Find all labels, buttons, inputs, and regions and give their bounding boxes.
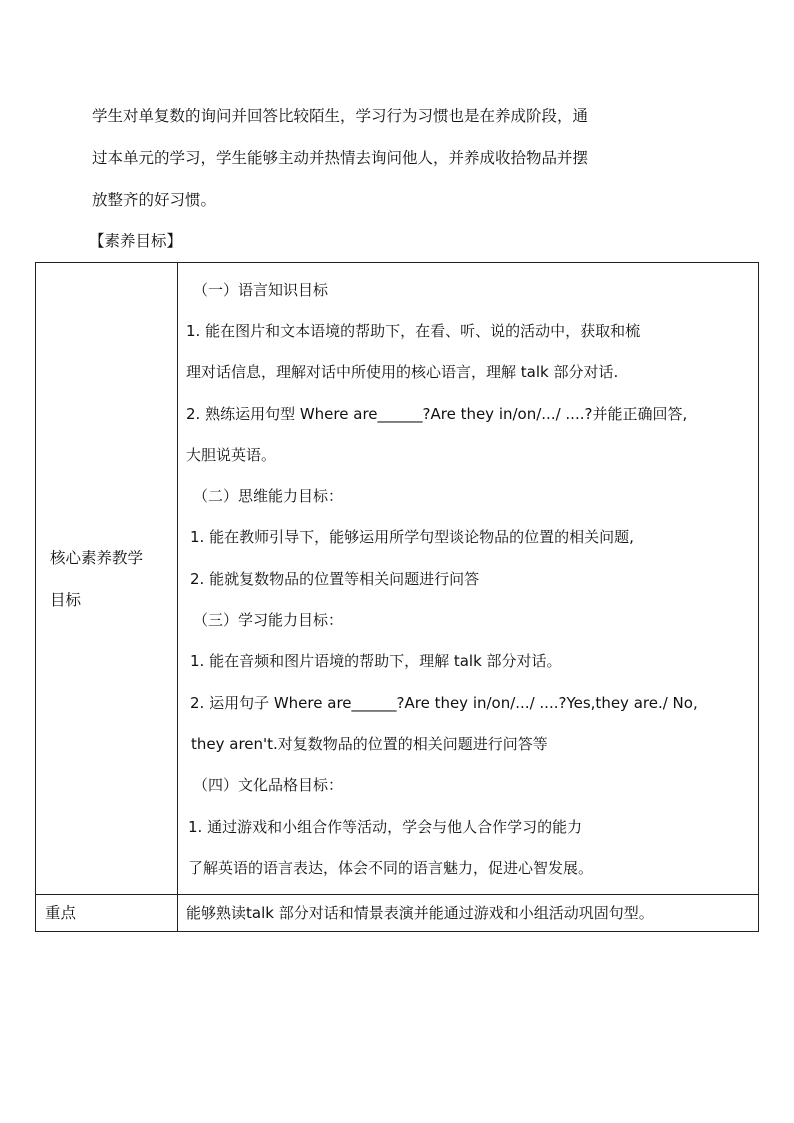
key-point-label: 重点: [45, 904, 77, 923]
table-row: [36, 263, 759, 895]
core-goals-label: [36, 537, 177, 621]
intro-line-1: 学生对单复数的询问并回答比较陌生，学习行为习惯也是在养成阶段，通: [92, 107, 589, 125]
key-point-content-cell: [178, 895, 759, 932]
goal-subheading: （四）文化品格目标：: [193, 776, 344, 795]
goal-subheading: （三）学习能力目标：: [193, 611, 344, 630]
goal-line: 1. 能在教师引导下，能够运用所学句型谈论物品的位置的相关问题,: [190, 528, 634, 547]
goals-table: [35, 262, 759, 932]
goal-line: 了解英语的语言表达，体会不同的语言魅力，促进心智发展。: [188, 858, 594, 877]
table-row: [36, 895, 759, 932]
key-point-text: 能够熟读talk 部分对话和情景表演并能通过游戏和小组活动巩固句型。: [186, 904, 654, 923]
goal-line: 1. 能在音频和图片语境的帮助下，理解 talk 部分对话。: [190, 652, 562, 671]
intro-line-2: 过本单元的学习，学生能够主动并热情去询问他人，并养成收拾物品并摆: [92, 149, 589, 167]
goal-line: 理对话信息，理解对话中所使用的核心语言，理解 talk 部分对话.: [186, 363, 619, 382]
core-goals-label-line-2: 目标: [50, 590, 82, 609]
goal-subheading: （一）语言知识目标: [193, 280, 329, 299]
intro-line-3: 放整齐的好习惯。: [92, 191, 217, 209]
goal-line: 大胆说英语。: [186, 445, 277, 464]
goal-line: 2. 熟练运用句型 Where are______?Are they in/on/.../ ....?并能正确回答,: [186, 404, 688, 423]
goal-line: 2. 运用句子 Where are______?Are they in/on/.../ ....?Yes,they are./ No,: [190, 693, 698, 712]
goal-line: they aren't.对复数物品的位置的相关问题进行问答等: [191, 734, 548, 753]
core-goals-label-cell: [36, 263, 178, 895]
goal-line: 1. 通过游戏和小组合作等活动，学会与他人合作学习的能力: [188, 817, 583, 836]
core-goals-content-cell: [178, 263, 759, 895]
goal-subheading: （二）思维能力目标：: [193, 487, 344, 506]
goal-line: 1. 能在图片和文本语境的帮助下，在看、听、说的活动中，获取和梳: [186, 321, 641, 340]
core-goals-label-line-1: 核心素养教学: [50, 548, 144, 567]
goal-line: 2. 能就复数物品的位置等相关问题进行问答: [190, 569, 480, 588]
key-point-label-cell: [36, 895, 178, 932]
section-heading: 【素养目标】: [89, 232, 183, 250]
